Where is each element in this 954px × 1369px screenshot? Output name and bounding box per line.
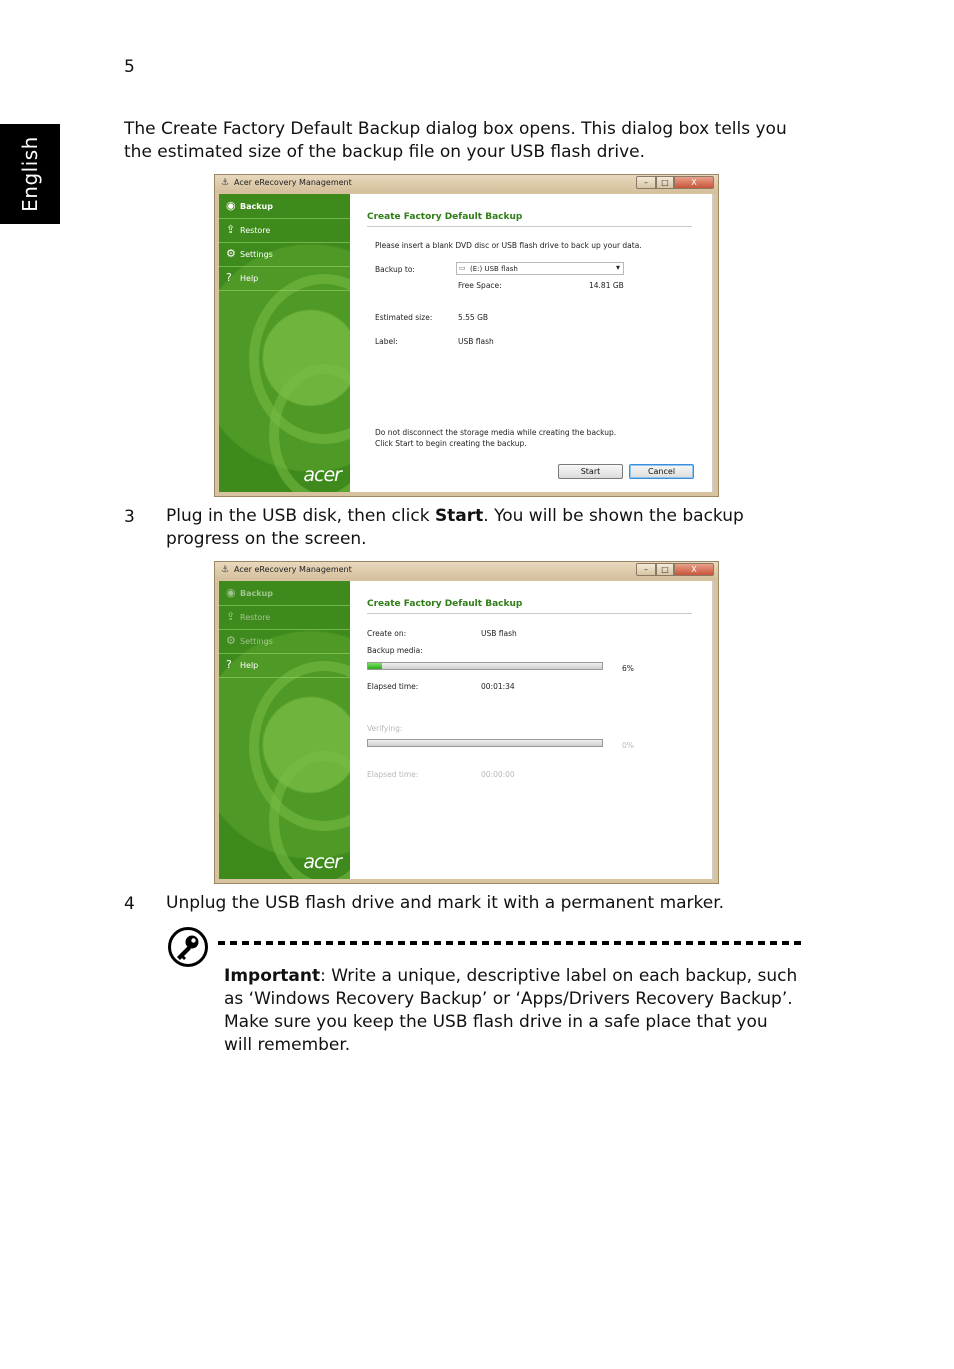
acer-logo: acer	[303, 851, 341, 873]
important-label: Important	[224, 966, 321, 986]
important-line-4: will remember.	[224, 1035, 351, 1055]
create-on-label: Create on:	[367, 629, 407, 638]
scrollbar[interactable]	[712, 581, 714, 879]
elapsed2-label: Elapsed time:	[367, 770, 419, 779]
backup-dialog-window	[214, 174, 719, 497]
step-3-text-a: Plug in the USB disk, then click	[166, 506, 435, 526]
acer-logo: acer	[303, 464, 341, 486]
backup-media-label: Backup media:	[367, 646, 423, 655]
app-icon: ⚓	[221, 565, 230, 575]
backup-to-value: (E:) USB flash	[470, 265, 518, 273]
instruction-text: Please insert a blank DVD disc or USB flash drive to back up your data.	[375, 241, 642, 250]
step-3-number: 3	[124, 507, 135, 527]
label-label: Label:	[375, 337, 398, 346]
step-3-line-2: progress on the screen.	[166, 529, 367, 549]
help-icon: ?	[226, 658, 232, 671]
help-icon: ?	[226, 271, 232, 284]
create-on-value: USB flash	[481, 629, 517, 638]
sidebar-item-label: Restore	[240, 226, 271, 235]
verify-percent: 0%	[622, 741, 634, 750]
estimated-size-label: Estimated size:	[375, 313, 433, 322]
sidebar-item-settings[interactable]	[219, 629, 350, 654]
important-note	[224, 965, 797, 1057]
free-space-label: Free Space:	[458, 281, 502, 290]
page-number: 5	[124, 57, 135, 77]
drive-icon: ▭	[459, 264, 466, 272]
step-4-text: Unplug the USB flash drive and mark it with a permanent marker.	[166, 893, 725, 913]
important-line-1: : Write a unique, descriptive label on each backup, such	[320, 966, 798, 986]
important-line-3: Make sure you keep the USB flash drive in a safe place that you	[224, 1012, 768, 1032]
sidebar-item-help[interactable]	[219, 266, 350, 291]
sidebar-item-restore[interactable]	[219, 218, 350, 243]
dialog-content	[350, 581, 714, 879]
step-3-text	[166, 505, 744, 551]
warning-line-2: Click Start to begin creating the backup.	[375, 439, 527, 448]
backup-to-label: Backup to:	[375, 265, 415, 274]
label-value: USB flash	[458, 337, 494, 346]
sidebar	[219, 581, 350, 879]
dialog-heading: Create Factory Default Backup	[367, 212, 692, 227]
sidebar-item-label: Settings	[240, 250, 273, 259]
maximize-button[interactable]: □	[656, 176, 674, 189]
maximize-button[interactable]: □	[656, 563, 674, 576]
sidebar-item-backup[interactable]	[219, 581, 350, 606]
cancel-button[interactable]: Cancel	[629, 464, 694, 479]
sidebar-item-backup[interactable]	[219, 194, 350, 219]
sidebar-item-label: Settings	[240, 637, 273, 646]
step-3-start-bold: Start	[434, 506, 484, 526]
intro-paragraph	[124, 118, 787, 164]
start-button[interactable]: Start	[558, 464, 623, 479]
intro-line-2: the estimated size of the backup file on your USB flash drive.	[124, 142, 645, 162]
key-icon	[167, 926, 209, 968]
free-space-value: 14.81 GB	[589, 281, 624, 290]
sidebar-item-label: Help	[240, 661, 259, 670]
app-icon: ⚓	[221, 178, 230, 188]
sidebar	[219, 194, 350, 492]
sidebar-item-restore[interactable]	[219, 605, 350, 630]
scrollbar[interactable]	[712, 194, 714, 492]
sidebar-item-label: Restore	[240, 613, 271, 622]
estimated-size-value: 5.55 GB	[458, 313, 489, 322]
elapsed2-value: 00:00:00	[481, 770, 515, 779]
backup-progress-fill	[368, 663, 382, 669]
gear-icon: ⚙	[226, 634, 236, 647]
minimize-button[interactable]: –	[636, 176, 656, 189]
chevron-down-icon: ▾	[615, 263, 620, 272]
intro-line-1: The Create Factory Default Backup dialog box opens. This dialog box tells you	[124, 119, 787, 139]
sidebar-item-label: Help	[240, 274, 259, 283]
backup-percent: 6%	[622, 664, 634, 673]
sidebar-item-settings[interactable]	[219, 242, 350, 267]
warning-line-1: Do not disconnect the storage media while creating the backup.	[375, 428, 617, 437]
step-4-number: 4	[124, 894, 135, 914]
close-button[interactable]: X	[674, 563, 714, 576]
elapsed-label: Elapsed time:	[367, 682, 419, 691]
restore-icon: ⇪	[226, 610, 236, 623]
step-3-text-b: . You will be shown the backup	[483, 506, 744, 526]
window-title: Acer eRecovery Management	[234, 565, 352, 574]
sidebar-item-help[interactable]	[219, 653, 350, 678]
important-line-2: as ‘Windows Recovery Backup’ or ‘Apps/Drivers Recovery Backup’.	[224, 989, 793, 1009]
progress-dialog-window	[214, 561, 719, 884]
language-tab-label: English	[18, 136, 42, 212]
minimize-button[interactable]: –	[636, 563, 656, 576]
elapsed-value: 00:01:34	[481, 682, 515, 691]
window-title: Acer eRecovery Management	[234, 178, 352, 187]
note-divider	[218, 941, 806, 945]
backup-progress-bar	[367, 662, 603, 670]
sidebar-item-label: Backup	[240, 589, 273, 598]
dialog-content	[350, 194, 714, 492]
backup-to-select[interactable]	[456, 262, 624, 275]
verifying-label: Verifying:	[367, 724, 403, 733]
gear-icon: ⚙	[226, 247, 236, 260]
verify-progress-bar	[367, 739, 603, 747]
window-title-bar	[215, 562, 718, 580]
dialog-heading: Create Factory Default Backup	[367, 599, 692, 614]
close-button[interactable]: X	[674, 176, 714, 189]
sidebar-item-label: Backup	[240, 202, 273, 211]
language-tab	[0, 124, 60, 224]
backup-icon: ◉	[226, 586, 236, 599]
restore-icon: ⇪	[226, 223, 236, 236]
window-title-bar	[215, 175, 718, 193]
backup-icon: ◉	[226, 199, 236, 212]
